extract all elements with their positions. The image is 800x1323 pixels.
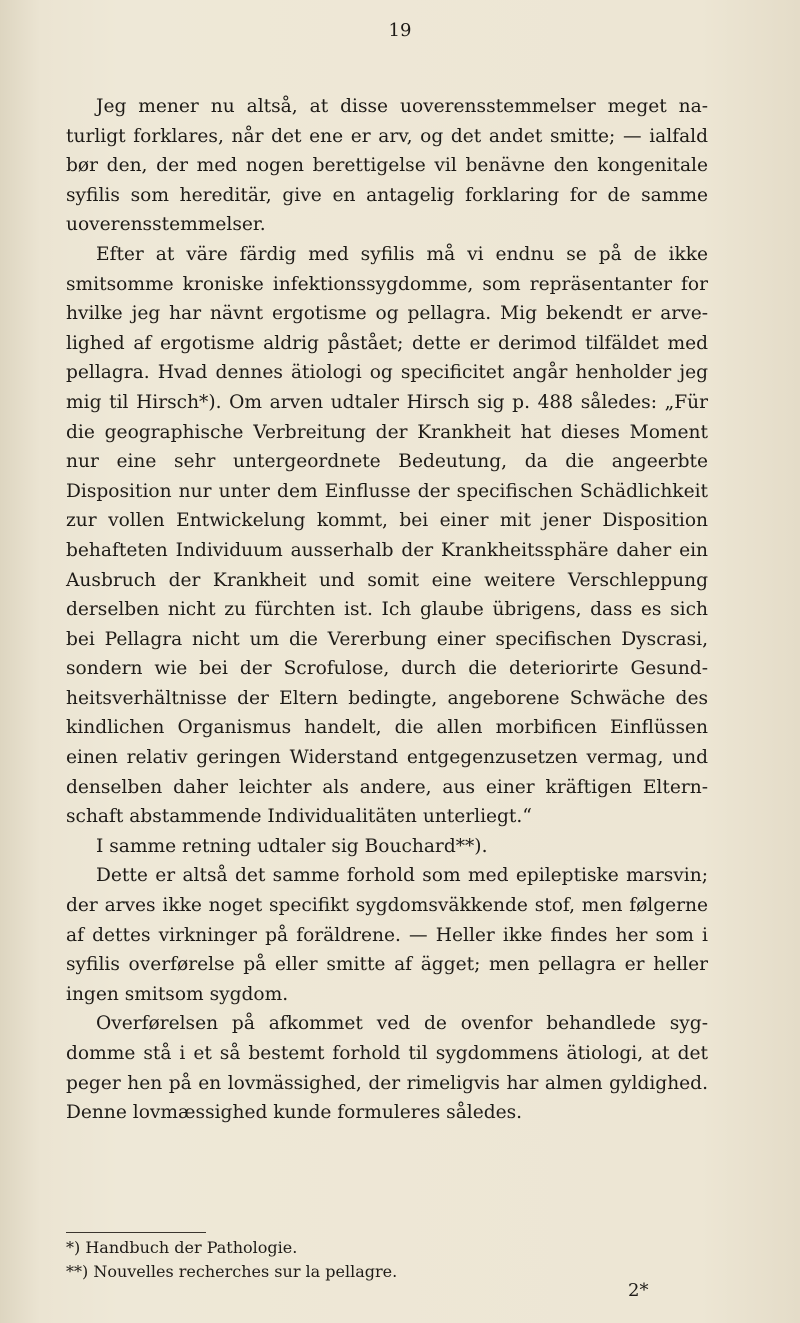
paragraph-3: I samme retning udtaler sig Bouchard**). — [96, 835, 488, 857]
footnote-1: *) Handbuch der Pathologie. — [66, 1238, 298, 1257]
footnote-2: **) Nouvelles recherches sur la pellagre. — [66, 1262, 398, 1281]
body-text — [66, 92, 708, 1128]
paragraph-1: Jeg mener nu altså, at disse uoverensstemmelser meget naturligt forklares, når det ene er arv, og det andet smitte; — ialfald bør den, der med nogen berettigelse vil benävne den kongenitale syfilis som hereditär, give en antagelig forklaring for de samme uoverensstemmelser. — [66, 96, 708, 236]
page-number: 19 — [388, 20, 412, 41]
footnote-divider — [66, 1232, 206, 1233]
footnotes — [66, 1236, 706, 1284]
paragraph-4: Dette er altså det samme forhold som med epileptiske marsvin; der arves ikke noget specifikt sygdomsväkkende stof, men følgerne af dettes virkninger på foräldrene. — Heller ikke findes her som i syfilis overførelse på eller smitte af ägget; men pellagra er heller ingen smitsom sygdom. — [66, 865, 708, 1005]
signature-mark: 2* — [628, 1280, 649, 1301]
paragraph-2: Efter at väre färdig med syfilis må vi endnu se på de ikke smitsomme kroniske infektionssygdomme, som repräsentanter for hvilke jeg har nävnt ergotisme og pellagra. Mig bekendt er arvelighed af ergotisme aldrig påstået; dette er derimod tilfäldet med pellagra. Hvad dennes ätiologi og specificitet angår henholder jeg mig til Hirsch*). Om arven udtaler Hirsch sig p. 488 således: „Für die geographische Verbreitung der Krankheit hat dieses Moment nur eine sehr untergeordnete Bedeutung, da die angeerbte Disposition nur unter dem Einflusse der specifischen Schädlichkeit zur vollen Entwickelung kommt, bei einer mit jener Disposition behafteten Individuum ausserhalb der Krankheitssphäre daher ein Ausbruch der Krankheit und somit eine weitere Verschleppung derselben nicht zu fürchten ist. Ich glaube übrigens, dass es sich bei Pellagra nicht um die Vererbung einer specifischen Dyscrasi, sondern wie bei der Scrofulose, durch die deteriorirte Gesundheitsverhältnisse der Eltern bedingte, angeborene Schwäche des kindlichen Organismus handelt, die allen morbificen Einflüssen einen relativ geringen Widerstand entgegenzusetzen vermag, und denselben daher leichter als andere, aus einer kräftigen Elternschaft abstammende Individualitäten unterliegt.“ — [66, 243, 708, 828]
paragraph-5: Overførelsen på afkommet ved de ovenfor behandlede sygdomme stå i et så bestemt forhold til sygdommens ätiologi, at det peger hen på en lovmässighed, der rimeligvis har almen gyldighed. Denne lovmæssighed kunde formuleres således. — [66, 1013, 708, 1124]
